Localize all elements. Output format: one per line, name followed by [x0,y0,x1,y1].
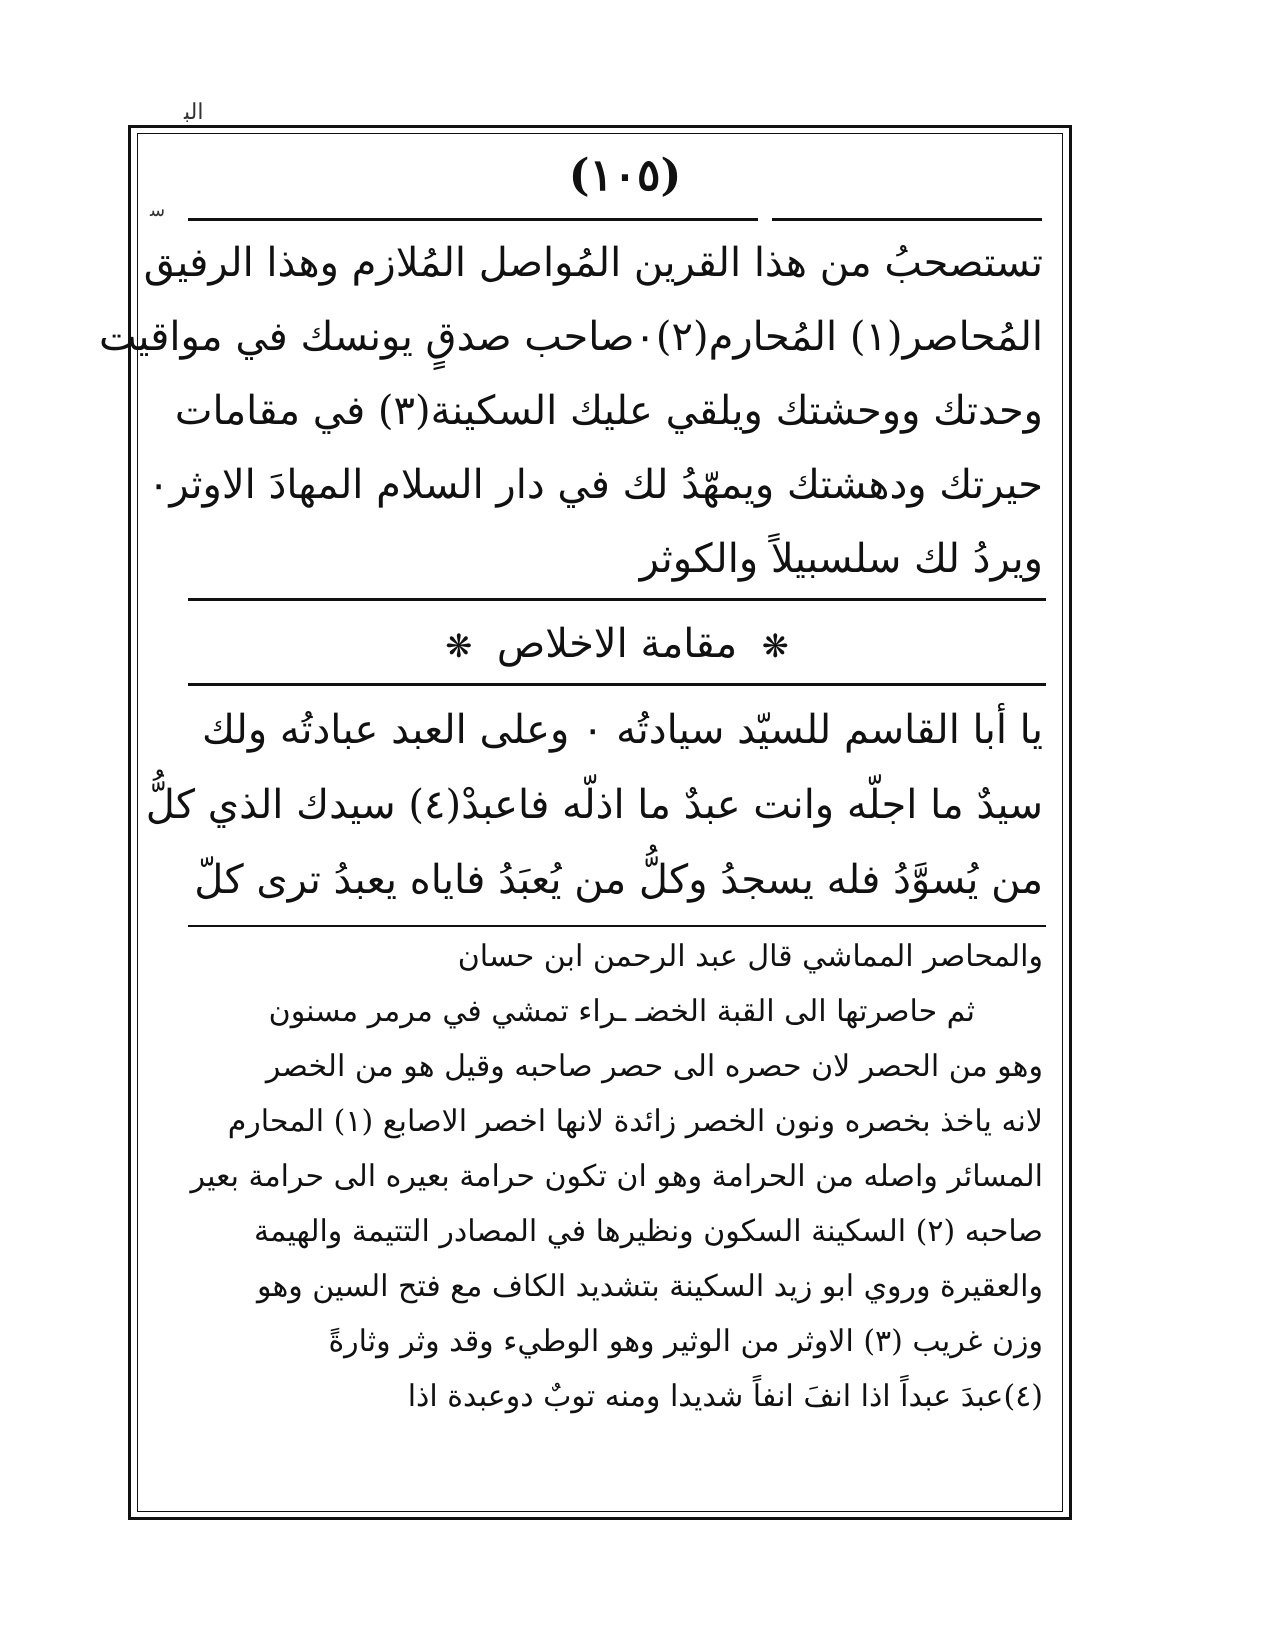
ornament-left-icon: ❋ [445,627,473,665]
section-heading [188,610,1046,678]
header-rule-right [772,218,1042,221]
footnote-line-6: صاحبه (٢) السكينة السكون ونظيرها في المصادر التتيمة والهيمة [254,1214,1043,1249]
footnote-line-9: (٤)عبدَ عبداً اذا انفَ انفاً شديدا ومنه توبٌ دوعبدة اذا [407,1379,1043,1414]
section-text-line-3: من يُسوَّدُ فله يسجدُ وكلُّ من يُعبَدُ فاياه يعبدُ ترى كلّ [194,857,1043,903]
ornament-right-icon: ❋ [761,627,789,665]
section-text-line-2: سيدٌ ما اجلّه وانت عبدٌ ما اذلّه فاعبدْ(٤) سيدك الذي كلُّ [145,782,1043,828]
section-text-line-1: يا أبا القاسم للسيّد سيادتُه ٠ وعلى العبد عبادتُه ولك [201,707,1043,753]
footnote-line-2: ثم حاصرتها الى القبة الخضـ ـراء تمشي في مرمر مسنون [268,994,975,1029]
main-text-line-4: حيرتك ودهشتك ويمهّدُ لك في دار السلام المهادَ الاوثر٠ [147,462,1043,508]
footnote-line-8: وزن غريب (٣) الاوثر من الوثير وهو الوطيء وقد وثر وثارةً [328,1324,1043,1359]
side-handwritten-mark: ﺳ [150,200,166,221]
footnote-line-5: المسائر واصله من الحرامة وهو ان تكون حرامة بعيره الى حرامة بعير [190,1159,1043,1194]
corner-handwritten-mark: ﺍﻟﺒ [184,100,204,125]
section-rule-top [188,598,1046,601]
footnote-line-4: لانه ياخذ بخصره ونون الخصر زائدة لانها اخصر الاصابع (١) المحارم [227,1104,1043,1139]
main-text-line-1: تستصحبُ من هذا القرين المُواصل المُلازم وهذا الرفيق [143,240,1043,286]
main-text-line-2: المُحاصر(١) المُحارم(٢)٠صاحب صدقٍ يونسك في مواقيت [98,314,1043,360]
section-heading-text: مقامة الاخلاص [496,621,738,667]
main-text-line-5: ويردُ لك سلسبيلاً والكوثر [639,536,1043,582]
footnote-line-7: والعقيرة وروي ابو زيد السكينة بتشديد الكاف مع فتح السين وهو [256,1269,1043,1304]
footnote-line-1: والمحاصر المماشي قال عبد الرحمن ابن حسان [457,939,1043,974]
page-number: (١٠٥) [568,150,682,201]
section-rule-bottom [188,683,1046,686]
header-rule-left [188,218,758,221]
footnote-line-3: وهو من الحصر لان حصره الى حصر صاحبه وقيل هو من الخصر [265,1049,1043,1084]
footnote-rule [188,925,1046,927]
main-text-line-3: وحدتك ووحشتك ويلقي عليك السكينة(٣) في مقامات [174,388,1043,434]
